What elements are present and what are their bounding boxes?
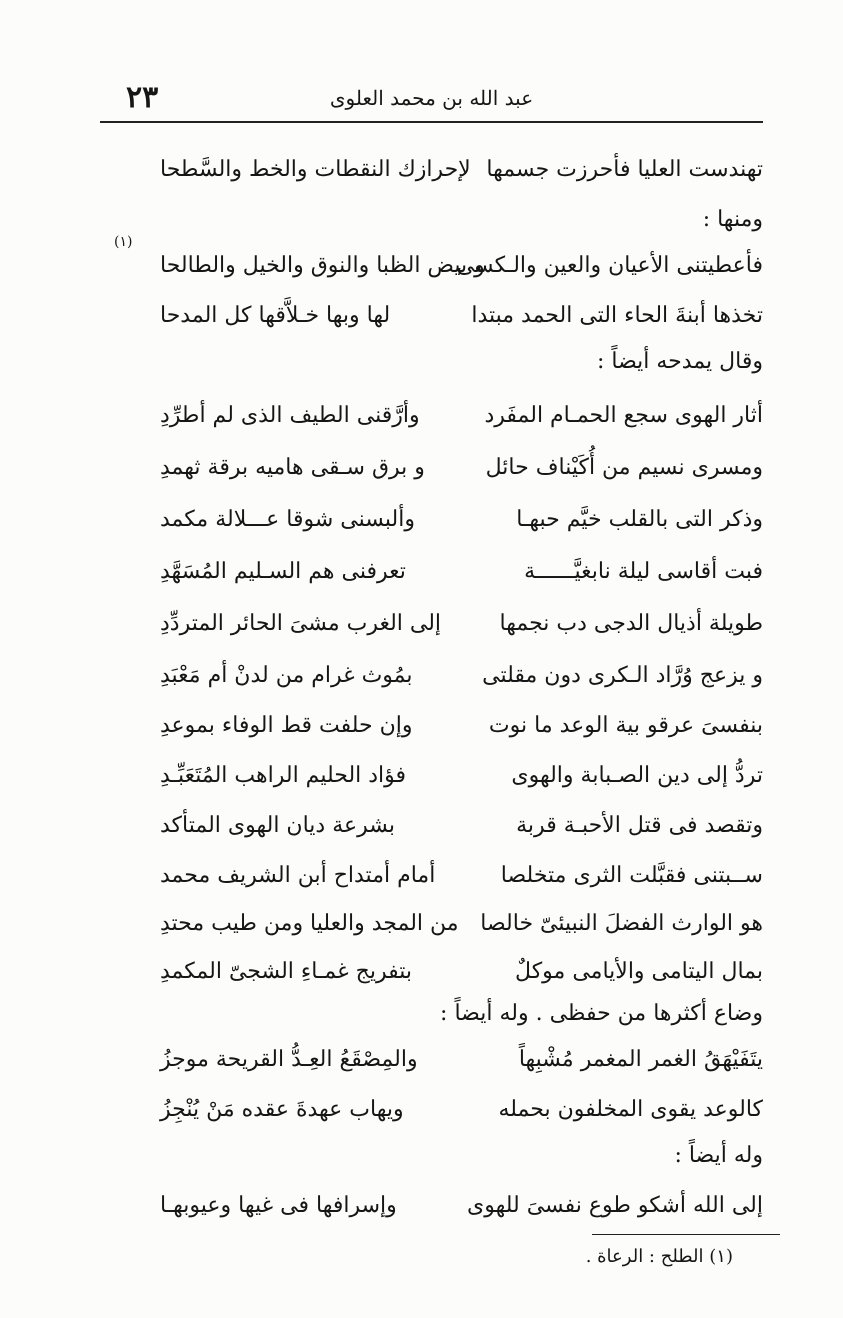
verse-hemistich-left: لها وبها خـلاَّقها كل المدحا [160,303,391,328]
verse-hemistich-left: بتفريج غمـاءِ الشجىّ المكمدِ [160,959,412,984]
verse-hemistich-left: بمُوث غرام من لدنْ أم مَعْبَدِ [160,663,413,688]
verse-line [100,552,763,592]
verse-line [100,234,763,286]
verse-hemistich-left: لإحرازك النقطات والخط والسَّطحا [160,157,471,182]
verse-hemistich-left: والمِصْقَعُ العِـدُّ القريحة موجزُ [160,1047,418,1072]
intro-line: وقال يمدحه أيضاً : [596,349,763,374]
verse-line [100,656,763,696]
page-header [100,78,763,118]
verse-hemistich-left: إلى الغرب مشىَ الحائر المتردِّدِ [160,611,442,636]
verse-hemistich-right: تخذها أبنةَ الحاء التى الحمد مبتدا [471,303,763,328]
verse-hemistich-right: وتقصد فى قتل الأحبـة قربة [516,813,763,838]
verse-hemistich-right: هو الوارث الفضلَ النبيئىّ خالصا [480,911,763,936]
verse-line [100,856,763,896]
verse-hemistich-right: تردُّ إلى دين الصـبابة والهوى [511,763,763,788]
verse-line [100,952,763,992]
running-title: عبد الله بن محمد العلوى [329,86,534,110]
intro-line: وله أيضاً : [674,1143,763,1168]
verse-line [100,1186,763,1226]
verse-hemistich-right: تهندست العليا فأحرزت جسمها [486,157,763,182]
verse-hemistich-left: وإن حلفت قط الوفاء بموعدِ [160,713,413,738]
intro-line: وضاع أكثرها من حفظى . وله أيضاً : [440,1001,763,1026]
verse-line [100,448,763,488]
verse-hemistich-left: وألبسنى شوقا عـــلالة مكمد [160,507,415,532]
header-rule [100,121,763,123]
verse-hemistich-right: يتَفَيْهَقُ الغمر المغمر مُشْبِهاً [518,1047,763,1072]
verse-hemistich-right: بنفسىَ عرقو بية الوعد ما نوت [488,713,763,738]
verse-line [100,806,763,846]
verse-hemistich-right: أثار الهوى سجع الحمـام المفَرد [484,403,763,428]
footnote-marker: (١) [114,234,133,250]
verse-line [100,1040,763,1080]
verse-hemistich-right: إلى الله أشكو طوع نفسىَ للهوى [466,1193,763,1218]
verse-hemistich-left: تعرفنى هم السـليم المُسَهَّدِ [160,559,406,584]
verse-hemistich-left: أمام أمتداح أبن الشريف محمد [160,863,436,888]
verse-hemistich-right: طويلة أذيال الدجى دب نجمها [499,611,763,636]
verse-hemistich-right: ســبتنى فقبَّلت الثرى متخلصا [500,863,763,888]
verse-hemistich-left: و برق سـقى هاميه برقة ثهمدِ [160,455,425,480]
verse-hemistich-right: فأعطيتنى الأعيان والعين والـكسى [456,253,763,278]
verse-line [100,1090,763,1130]
verse-hemistich-left: وإسرافها فى غيها وعيوبهـا [160,1193,397,1218]
verse-line [100,904,763,944]
verse-hemistich-left: فؤاد الحليم الراهب المُتَعَبِّـدِ [160,763,407,788]
verse-line [100,756,763,796]
verse-line [100,296,763,336]
verse-hemistich-left: من المجد والعليا ومن طيب محتدِ [160,911,459,936]
verse-line [100,150,763,190]
verse-hemistich-left: بشرعة ديان الهوى المتأكد [160,813,396,838]
footnote: (١) الطلح : الرعاة . [585,1246,733,1267]
verse-line [100,500,763,540]
verse-hemistich-right: فبت أقاسى ليلة نابغيَّــــــة [524,559,763,584]
verse-hemistich-right: كالوعد يقوى المخلفون بحمله [498,1097,763,1122]
verse-line [100,396,763,436]
verse-line [100,604,763,644]
verse-hemistich-left: ويهاب عهدةَ عقده مَنْ يُنْجِزُ [160,1097,404,1122]
verse-hemistich-right: و يزعج وُرَّاد الـكرى دون مقلتى [482,663,763,688]
verse-hemistich-right: وذكر التى بالقلب خيَّم حبهـا [516,507,763,532]
verse-hemistich-left: و بيض الظبا والنوق والخيل والطالحا [160,253,485,278]
verse-hemistich-right: بمال اليتامى والأيامى موكلٌ [515,959,763,984]
page-number: ٢٣ [126,80,159,115]
verse-hemistich-left: وأرَّقنى الطيف الذى لم أطرِّدِ [160,403,420,428]
verse-hemistich-right: ومسرى نسيم من أُكَيْناف حائل [485,455,763,480]
intro-line: ومنها : [702,207,763,232]
footnote-rule [592,1234,780,1235]
verse-line [100,706,763,746]
